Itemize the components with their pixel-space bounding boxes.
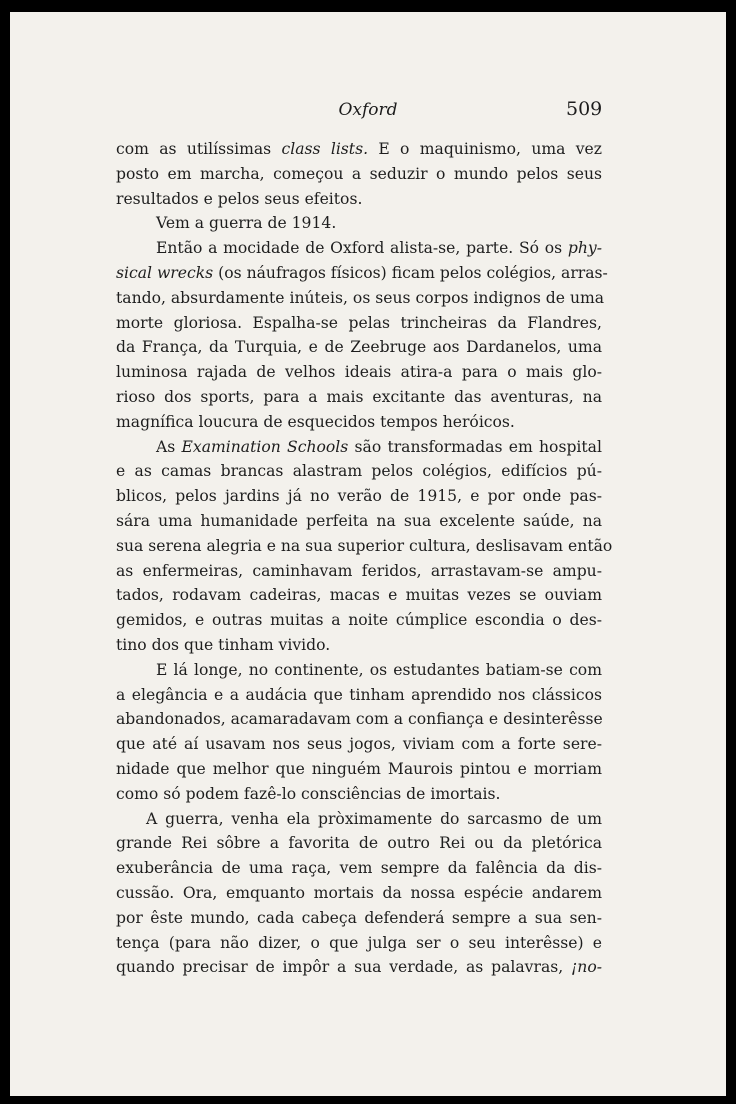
text-line: por êste mundo, cada cabeça defenderá sempre a sua sen- <box>116 908 602 927</box>
text-line: cussão. Ora, emquanto mortais da nossa espécie andarem <box>116 883 602 902</box>
paragraph-start: As Examination Schools são transformadas em hospital <box>156 437 602 456</box>
running-head-title: Oxford <box>338 100 398 120</box>
text-line: morte gloriosa. Espalha-se pelas trincheiras da Flandres, <box>116 313 602 332</box>
text-line: resultados e pelos seus efeitos. <box>116 189 363 208</box>
page-number: 509 <box>566 98 603 120</box>
body-text <box>116 137 613 980</box>
text-line: grande Rei sôbre a favorita de outro Rei ou da pletórica <box>116 834 602 853</box>
text-line: blicos, pelos jardins já no verão de 1915, e por onde pas- <box>116 487 602 506</box>
paragraph-start: A guerra, venha ela pròximamente do sarcasmo de um <box>146 809 602 828</box>
book-page <box>10 12 726 1096</box>
text-line: rioso dos sports, para a mais excitante das aventuras, na <box>116 387 602 406</box>
text-line: nidade que melhor que ninguém Maurois pintou e morriam <box>116 759 602 778</box>
paragraph-start: Vem a guerra de 1914. <box>156 214 337 233</box>
text-line: exuberância de uma raça, vem sempre da falência da dis- <box>116 859 602 878</box>
text-line: e as camas brancas alastram pelos colégios, edifícios pú- <box>116 462 602 481</box>
text-line: tados, rodavam cadeiras, macas e muitas vezes se ouviam <box>116 586 602 605</box>
text-line: luminosa rajada de velhos ideais atira-a para o mais glo- <box>116 363 602 382</box>
text-line: sára uma humanidade perfeita na sua excelente saúde, na <box>116 511 602 530</box>
text-line: com as utilíssimas class lists. E o maquinismo, uma vez <box>116 140 603 158</box>
text-line: gemidos, e outras muitas a noite cúmplice escondia o des- <box>116 611 602 630</box>
text-line: magnífica loucura de esquecidos tempos heróicos. <box>116 412 515 431</box>
text-line: sical wrecks (os náufragos físicos) ficam pelos colégios, arras- <box>116 263 608 282</box>
text-line: tando, absurdamente inúteis, os seus corpos indignos de uma <box>116 288 605 307</box>
text-line: que até aí usavam nos seus jogos, viviam com a forte sere- <box>116 735 602 754</box>
text-line: sua serena alegria e na sua superior cultura, deslisavam então <box>116 536 613 555</box>
text-line: posto em marcha, começou a seduzir o mundo pelos seus <box>116 164 602 183</box>
text-line: tino dos que tinham vivido. <box>116 635 331 654</box>
text-line: tença (para não dizer, o que julga ser o seu interêsse) e <box>116 933 602 952</box>
text-line: a elegância e a audácia que tinham aprendido nos clássicos <box>116 685 602 704</box>
paragraph-start: Então a mocidade de Oxford alista-se, parte. Só os phy- <box>156 239 602 258</box>
text-line: abandonados, acamaradavam com a confiança e desinterêsse <box>116 710 603 729</box>
text-line: como só podem fazê-lo consciências de imortais. <box>116 784 501 803</box>
text-line: da França, da Turquia, e de Zeebruge aos Dardanelos, uma <box>116 338 602 357</box>
text-line: quando precisar de impôr a sua verdade, as palavras, ¡no- <box>116 958 602 977</box>
text-line: as enfermeiras, caminhavam feridos, arrastavam-se ampu- <box>116 561 602 580</box>
paragraph-start: E lá longe, no continente, os estudantes batiam-se com <box>156 660 602 679</box>
